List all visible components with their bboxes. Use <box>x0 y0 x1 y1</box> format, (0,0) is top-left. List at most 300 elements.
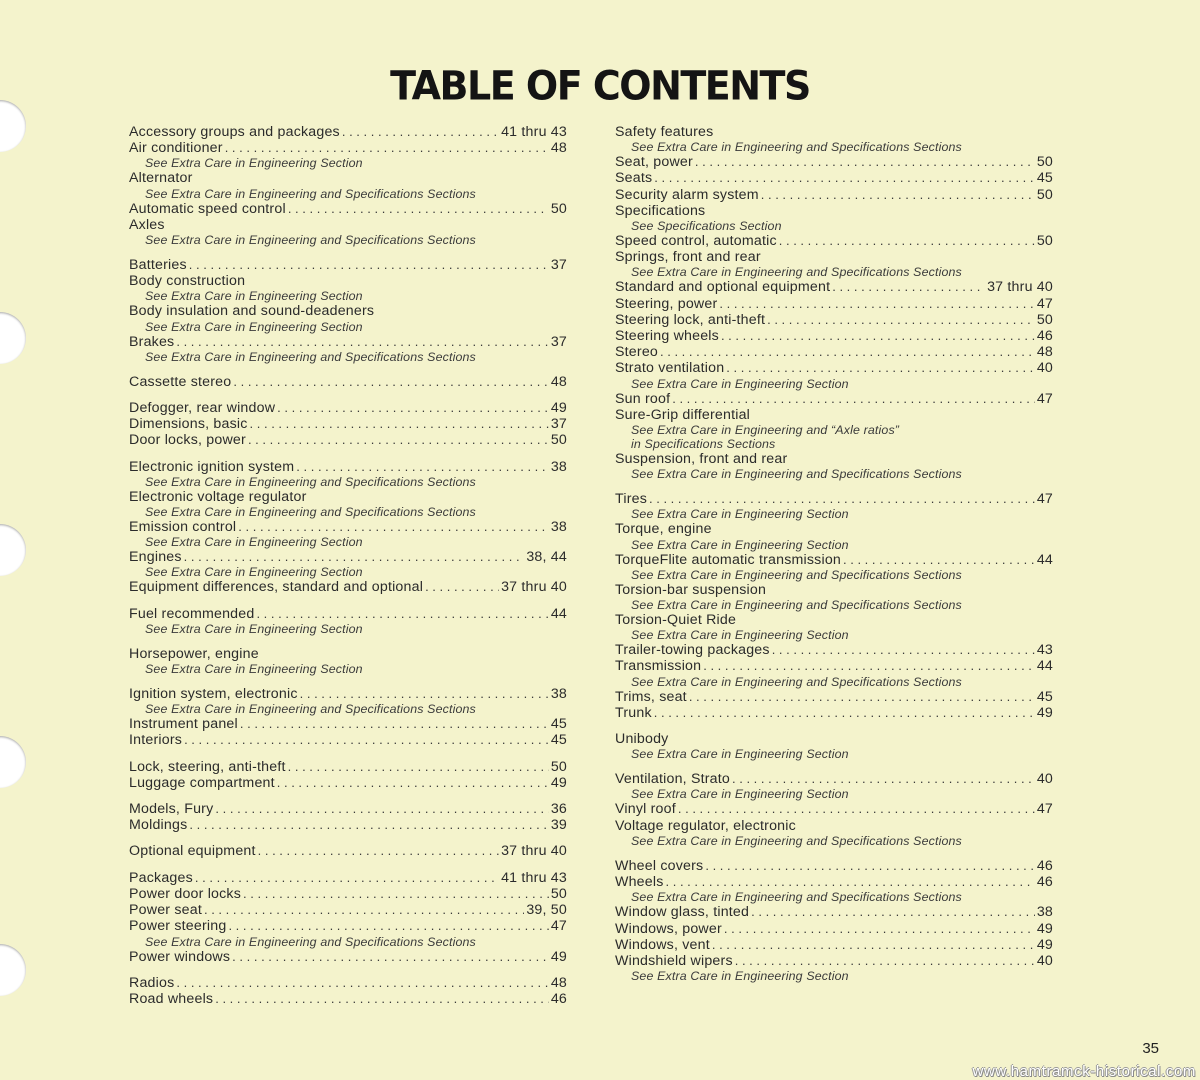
toc-entry-row <box>129 459 567 475</box>
toc-entry-page: 39, 50 <box>526 902 567 919</box>
toc-entry-label: Speed control, automatic <box>615 233 777 250</box>
toc-entry-note: See Extra Care in Engineering and Specifications Sections <box>145 349 476 364</box>
toc-entry-label: Springs, front and rear <box>615 249 761 266</box>
toc-entry-row <box>129 303 567 319</box>
toc-entry <box>615 642 1053 658</box>
toc-entry <box>129 374 567 390</box>
dot-leader <box>689 689 1035 705</box>
toc-entry <box>615 521 1053 551</box>
binder-hole <box>0 312 26 364</box>
dot-leader <box>761 187 1035 203</box>
dot-leader <box>735 953 1035 969</box>
toc-entry-page: 50 <box>550 200 567 217</box>
toc-entry-row <box>615 552 1053 568</box>
dot-leader <box>649 491 1035 507</box>
toc-entry <box>615 360 1053 390</box>
toc-entry-row <box>615 187 1053 203</box>
toc-entry-note: See Extra Care in Engineering and Specifications Sections <box>631 265 962 280</box>
toc-entry-note: See Extra Care in Engineering Section <box>145 156 363 171</box>
toc-entry-label: Wheel covers <box>615 857 704 874</box>
toc-entry-page: 49 <box>1036 920 1053 937</box>
toc-entry-row <box>615 921 1053 937</box>
toc-entry-row <box>129 201 567 217</box>
toc-entry-page: 49 <box>550 400 567 417</box>
toc-entry-row <box>615 874 1053 890</box>
dot-leader <box>705 858 1034 874</box>
toc-entry <box>615 491 1053 521</box>
toc-entry-page: 47 <box>1036 295 1053 312</box>
toc-entry-note: See Extra Care in Engineering Section <box>631 969 849 984</box>
toc-entry-row <box>615 953 1053 969</box>
toc-entry-row <box>615 124 1053 140</box>
dot-leader <box>342 124 499 140</box>
toc-entry-row <box>615 818 1053 834</box>
dot-leader <box>189 817 548 833</box>
toc-entry-row <box>129 579 567 595</box>
toc-entry-label: Voltage regulator, electronic <box>615 817 796 834</box>
toc-entry-label: Trims, seat <box>615 688 687 705</box>
toc-entry-label: Window glass, tinted <box>615 904 750 921</box>
toc-entry <box>615 937 1053 953</box>
toc-entry-label: Road wheels <box>129 990 214 1007</box>
toc-entry-row <box>615 249 1053 265</box>
toc-entry-label: Ignition system, electronic <box>129 686 298 703</box>
toc-entry-label: Models, Fury <box>129 801 214 818</box>
toc-entry-label: Automatic speed control <box>129 200 286 217</box>
toc-entry-row <box>129 975 567 991</box>
toc-entry-row <box>615 705 1053 721</box>
toc-entry-note: See Extra Care in Engineering Section <box>145 621 363 636</box>
toc-entry <box>615 312 1053 328</box>
toc-entry-row <box>615 344 1053 360</box>
toc-entry-page: 47 <box>1036 801 1053 818</box>
toc-entry-page: 46 <box>1036 874 1053 891</box>
toc-entry-label: Torque, engine <box>615 521 712 538</box>
toc-entry-label: Accessory groups and packages <box>129 124 340 140</box>
toc-entry <box>129 949 567 965</box>
toc-entry <box>615 658 1053 688</box>
toc-entry-page: 47 <box>1036 390 1053 407</box>
dot-leader <box>184 732 549 748</box>
binder-hole <box>0 524 26 576</box>
toc-entry-row <box>615 360 1053 376</box>
toc-entry <box>129 902 567 918</box>
toc-entry-label: Wheels <box>615 874 664 891</box>
toc-entry-label: Door locks, power <box>129 432 246 449</box>
watermark: www.hamtramck-historical.com <box>972 1063 1196 1080</box>
toc-entry-label: Power windows <box>129 948 231 965</box>
dot-leader <box>277 400 549 416</box>
toc-entry-row <box>615 203 1053 219</box>
toc-entry <box>615 904 1053 920</box>
toc-entry-label: Instrument panel <box>129 716 238 733</box>
toc-entry <box>615 612 1053 642</box>
toc-entry-label: Steering wheels <box>615 328 719 345</box>
page-title: TABLE OF CONTENTS <box>390 62 810 110</box>
toc-entry-row <box>129 374 567 390</box>
dot-leader <box>721 328 1035 344</box>
toc-entry-row <box>615 689 1053 705</box>
toc-entry-label: Body insulation and sound-deadeners <box>129 303 375 320</box>
toc-entry-page: 37 thru 40 <box>501 843 567 860</box>
toc-entry-page: 41 thru 43 <box>501 124 567 140</box>
dot-leader <box>176 975 548 991</box>
dot-leader <box>258 843 499 859</box>
toc-entry-label: Ventilation, Strato <box>615 771 731 788</box>
toc-entry-note: See Extra Care in Engineering Section <box>631 628 849 643</box>
toc-entry-page: 50 <box>1036 233 1053 250</box>
toc-entry-label: Power steering <box>129 918 227 935</box>
dot-leader <box>243 886 549 902</box>
toc-entry <box>129 334 567 364</box>
toc-entry-note: See Extra Care in Engineering and Specifications Sections <box>631 598 962 613</box>
dot-leader <box>296 459 549 475</box>
dot-leader <box>666 874 1035 890</box>
dot-leader <box>654 705 1035 721</box>
toc-entry-label: Sun roof <box>615 390 671 407</box>
toc-entry-label: Air conditioner <box>129 140 223 157</box>
toc-entry-row <box>129 432 567 448</box>
toc-entry-label: Moldings <box>129 817 188 834</box>
toc-entry <box>129 775 567 791</box>
toc-entry-note: See Extra Care in Engineering Section <box>145 662 363 677</box>
toc-entry-row <box>129 817 567 833</box>
toc-entry-note: See Extra Care in Engineering and Specifications Sections <box>631 833 962 848</box>
toc-entry-page: 37 <box>550 257 567 274</box>
dot-leader <box>238 519 549 535</box>
toc-entry <box>129 870 567 886</box>
toc-entry-label: Axles <box>129 216 165 233</box>
dot-leader <box>678 801 1035 817</box>
toc-entry-note: in Specifications Sections <box>631 437 776 452</box>
dot-leader <box>660 344 1035 360</box>
toc-entry-row <box>129 549 567 565</box>
toc-entry <box>129 975 567 991</box>
toc-entry <box>129 124 567 140</box>
toc-entry-row <box>129 686 567 702</box>
toc-entry <box>615 552 1053 582</box>
dot-leader <box>672 391 1035 407</box>
toc-entry-label: Windshield wipers <box>615 952 733 969</box>
toc-entry-page: 45 <box>550 716 567 733</box>
toc-entry-page: 37 <box>550 333 567 350</box>
toc-entry-label: Lock, steering, anti-theft <box>129 758 286 775</box>
dot-leader <box>425 579 499 595</box>
toc-entry <box>615 187 1053 203</box>
toc-entry <box>129 201 567 217</box>
toc-entry-row <box>615 612 1053 628</box>
dot-leader <box>232 949 549 965</box>
toc-entry-page: 46 <box>550 990 567 1007</box>
dot-leader <box>228 918 548 934</box>
toc-entry-row <box>129 217 567 233</box>
toc-entry <box>615 731 1053 761</box>
toc-entry <box>615 921 1053 937</box>
toc-entry-page: 48 <box>550 974 567 991</box>
toc-entry-row <box>129 775 567 791</box>
toc-entry-row <box>129 489 567 505</box>
toc-entry <box>129 257 567 273</box>
toc-entry <box>615 771 1053 801</box>
toc-entry-row <box>129 334 567 350</box>
toc-entry <box>615 249 1053 279</box>
page-number: 35 <box>1142 1040 1159 1057</box>
dot-leader <box>767 312 1035 328</box>
toc-entry-page: 48 <box>1036 344 1053 361</box>
toc-entry-row <box>129 870 567 886</box>
toc-entry-note: See Extra Care in Engineering Section <box>631 376 849 391</box>
toc-entry-label: Unibody <box>615 731 669 748</box>
toc-entry-label: Transmission <box>615 658 702 675</box>
toc-entry-page: 47 <box>1036 491 1053 508</box>
toc-entry <box>129 416 567 432</box>
toc-entry-page: 38, 44 <box>526 549 567 566</box>
toc-entry-page: 37 thru 40 <box>987 279 1053 296</box>
toc-right-column <box>615 124 1053 983</box>
toc-entry-row <box>129 170 567 186</box>
dot-leader <box>225 140 549 156</box>
toc-entry-page: 50 <box>550 758 567 775</box>
toc-entry-note: See Extra Care in Engineering and Specifications Sections <box>145 702 476 717</box>
toc-entry-label: Luggage compartment <box>129 774 275 791</box>
toc-entry-page: 43 <box>1036 642 1053 659</box>
toc-entry-label: Body construction <box>129 273 246 290</box>
toc-entry-row <box>129 949 567 965</box>
toc-entry-page: 37 <box>550 416 567 433</box>
toc-entry-page: 40 <box>1036 952 1053 969</box>
toc-entry <box>129 489 567 519</box>
toc-entry-note: See Extra Care in Engineering Section <box>631 507 849 522</box>
toc-entry-label: Power seat <box>129 902 202 919</box>
toc-entry-label: Trunk <box>615 704 652 721</box>
toc-entry-label: Torsion-bar suspension <box>615 581 767 598</box>
toc-entry-label: Safety features <box>615 124 714 140</box>
toc-entry-page: 45 <box>550 732 567 749</box>
toc-entry-row <box>615 658 1053 674</box>
toc-entry-page: 50 <box>550 885 567 902</box>
toc-entry-row <box>615 771 1053 787</box>
toc-entry <box>129 732 567 748</box>
toc-entry-page: 47 <box>550 918 567 935</box>
toc-entry-note: See Extra Care in Engineering and Specifications Sections <box>145 474 476 489</box>
toc-entry <box>129 759 567 775</box>
dot-leader <box>204 902 524 918</box>
toc-entry <box>615 689 1053 705</box>
toc-entry-label: Brakes <box>129 333 175 350</box>
toc-entry-row <box>129 124 567 140</box>
toc-entry-label: Dimensions, basic <box>129 416 248 433</box>
toc-entry-note: See Extra Care in Engineering and Specifications Sections <box>145 186 476 201</box>
toc-entry <box>615 296 1053 312</box>
toc-entry <box>615 874 1053 904</box>
toc-entry-row <box>129 519 567 535</box>
toc-entry-row <box>615 154 1053 170</box>
toc-entry <box>129 606 567 636</box>
toc-entry-row <box>615 937 1053 953</box>
dot-leader <box>256 606 548 622</box>
toc-entry-row <box>615 858 1053 874</box>
dot-leader <box>832 279 985 295</box>
toc-entry-page: 40 <box>1036 771 1053 788</box>
dot-leader <box>654 170 1035 186</box>
toc-entry-row <box>615 451 1053 467</box>
toc-entry-row <box>129 257 567 273</box>
toc-entry-label: Fuel recommended <box>129 605 255 622</box>
toc-entry-label: Alternator <box>129 170 193 187</box>
toc-entry-page: 48 <box>550 140 567 157</box>
dot-leader <box>176 334 548 350</box>
toc-entry-label: Steering lock, anti-theft <box>615 311 766 328</box>
toc-entry <box>129 886 567 902</box>
toc-entry-page: 38 <box>1036 904 1053 921</box>
toc-entry-row <box>615 801 1053 817</box>
toc-entry <box>615 407 1053 451</box>
toc-entry <box>615 233 1053 249</box>
toc-entry <box>615 344 1053 360</box>
toc-entry-label: TorqueFlite automatic transmission <box>615 551 842 568</box>
dot-leader <box>189 257 549 273</box>
toc-entry-row <box>615 407 1053 423</box>
toc-entry-page: 44 <box>1036 551 1053 568</box>
toc-entry-page: 40 <box>1036 360 1053 377</box>
toc-entry-row <box>129 801 567 817</box>
toc-entry-label: Windows, vent <box>615 936 710 953</box>
toc-entry <box>129 646 567 676</box>
toc-entry-row <box>129 759 567 775</box>
toc-entry-row <box>129 416 567 432</box>
toc-entry <box>615 705 1053 721</box>
toc-entry <box>129 303 567 333</box>
dot-leader <box>695 154 1035 170</box>
toc-entry-page: 41 thru 43 <box>501 869 567 886</box>
toc-entry-label: Defogger, rear window <box>129 400 276 417</box>
toc-entry-row <box>129 140 567 156</box>
toc-entry-label: Suspension, front and rear <box>615 451 788 468</box>
toc-entry <box>615 170 1053 186</box>
toc-entry-page: 50 <box>550 432 567 449</box>
toc-entry-label: Windows, power <box>615 920 722 937</box>
toc-entry-label: Radios <box>129 974 175 991</box>
toc-entry-page: 49 <box>550 774 567 791</box>
dot-leader <box>712 937 1035 953</box>
toc-entry <box>129 273 567 303</box>
dot-leader <box>215 801 548 817</box>
toc-entry <box>129 716 567 732</box>
toc-entry-label: Equipment differences, standard and optional <box>129 579 424 596</box>
toc-entry-note: See Extra Care in Engineering Section <box>145 289 363 304</box>
binder-hole <box>0 736 26 788</box>
toc-entry-note: See Extra Care in Engineering Section <box>145 565 363 580</box>
toc-entry-page: 36 <box>550 801 567 818</box>
toc-entry-label: Specifications <box>615 202 706 219</box>
toc-entry-label: Interiors <box>129 732 183 749</box>
toc-entry-label: Batteries <box>129 257 187 274</box>
toc-entry-label: Standard and optional equipment <box>615 279 831 296</box>
toc-entry <box>129 140 567 170</box>
toc-entry-row <box>615 328 1053 344</box>
toc-entry-page: 45 <box>1036 170 1053 187</box>
toc-entry <box>129 843 567 859</box>
dot-leader <box>719 296 1034 312</box>
toc-entry-note: See Extra Care in Engineering and Specifications Sections <box>631 674 962 689</box>
toc-entry-page: 45 <box>1036 688 1053 705</box>
toc-entry-label: Emission control <box>129 519 237 536</box>
dot-leader <box>288 201 549 217</box>
toc-entry-row <box>129 606 567 622</box>
toc-entry-page: 38 <box>550 458 567 475</box>
toc-entry-note: See Extra Care in Engineering and “Axle ratios” <box>631 423 900 438</box>
toc-entry-row <box>129 886 567 902</box>
toc-entry-label: Sure-Grip differential <box>615 406 751 423</box>
toc-entry-page: 39 <box>550 817 567 834</box>
toc-entry-row <box>615 731 1053 747</box>
toc-entry-label: Tires <box>615 491 648 508</box>
toc-entry <box>129 991 567 1007</box>
toc-entry-label: Trailer-towing packages <box>615 642 770 659</box>
toc-entry-note: See Extra Care in Engineering Section <box>631 747 849 762</box>
dot-leader <box>248 432 549 448</box>
toc-entry-row <box>129 716 567 732</box>
toc-entry-note: See Extra Care in Engineering and Specifications Sections <box>145 505 476 520</box>
toc-entry-page: 50 <box>1036 311 1053 328</box>
toc-entry-label: Cassette stereo <box>129 373 232 390</box>
dot-leader <box>195 870 499 886</box>
dot-leader <box>751 904 1035 920</box>
dot-leader <box>726 360 1035 376</box>
toc-entry-row <box>129 843 567 859</box>
toc-entry-label: Seat, power <box>615 154 693 171</box>
toc-entry-label: Torsion-Quiet Ride <box>615 612 737 629</box>
toc-entry <box>129 918 567 948</box>
toc-entry <box>129 217 567 247</box>
toc-entry-page: 37 thru 40 <box>501 579 567 596</box>
toc-entry <box>129 801 567 817</box>
toc-entry-row <box>615 233 1053 249</box>
toc-entry <box>615 154 1053 170</box>
toc-entry-row <box>615 582 1053 598</box>
toc-entry <box>615 801 1053 817</box>
toc-entry-page: 49 <box>550 948 567 965</box>
toc-entry-note: See Extra Care in Engineering Section <box>631 787 849 802</box>
toc-entry <box>615 582 1053 612</box>
toc-entry-label: Electronic voltage regulator <box>129 488 307 505</box>
toc-entry-row <box>615 521 1053 537</box>
toc-entry-note: See Extra Care in Engineering Section <box>145 535 363 550</box>
toc-entry-row <box>615 642 1053 658</box>
toc-entry <box>615 124 1053 154</box>
toc-entry-page: 38 <box>550 519 567 536</box>
dot-leader <box>300 686 549 702</box>
toc-entry-page: 50 <box>1036 186 1053 203</box>
dot-leader <box>288 759 549 775</box>
dot-leader <box>843 552 1035 568</box>
toc-entry <box>129 170 567 200</box>
dot-leader <box>703 658 1035 674</box>
toc-left-column <box>129 124 567 1007</box>
toc-entry-note: See Extra Care in Engineering and Specifications Sections <box>631 467 962 482</box>
toc-entry-label: Security alarm system <box>615 186 759 203</box>
toc-entry-label: Vinyl roof <box>615 801 676 818</box>
toc-entry-row <box>615 170 1053 186</box>
dot-leader <box>233 374 548 390</box>
toc-entry <box>129 519 567 549</box>
dot-leader <box>772 642 1035 658</box>
toc-entry-note: See Extra Care in Engineering Section <box>631 537 849 552</box>
toc-entry-row <box>129 732 567 748</box>
toc-entry-label: Electronic ignition system <box>129 458 295 475</box>
dot-leader <box>240 716 549 732</box>
toc-entry-page: 38 <box>550 686 567 703</box>
